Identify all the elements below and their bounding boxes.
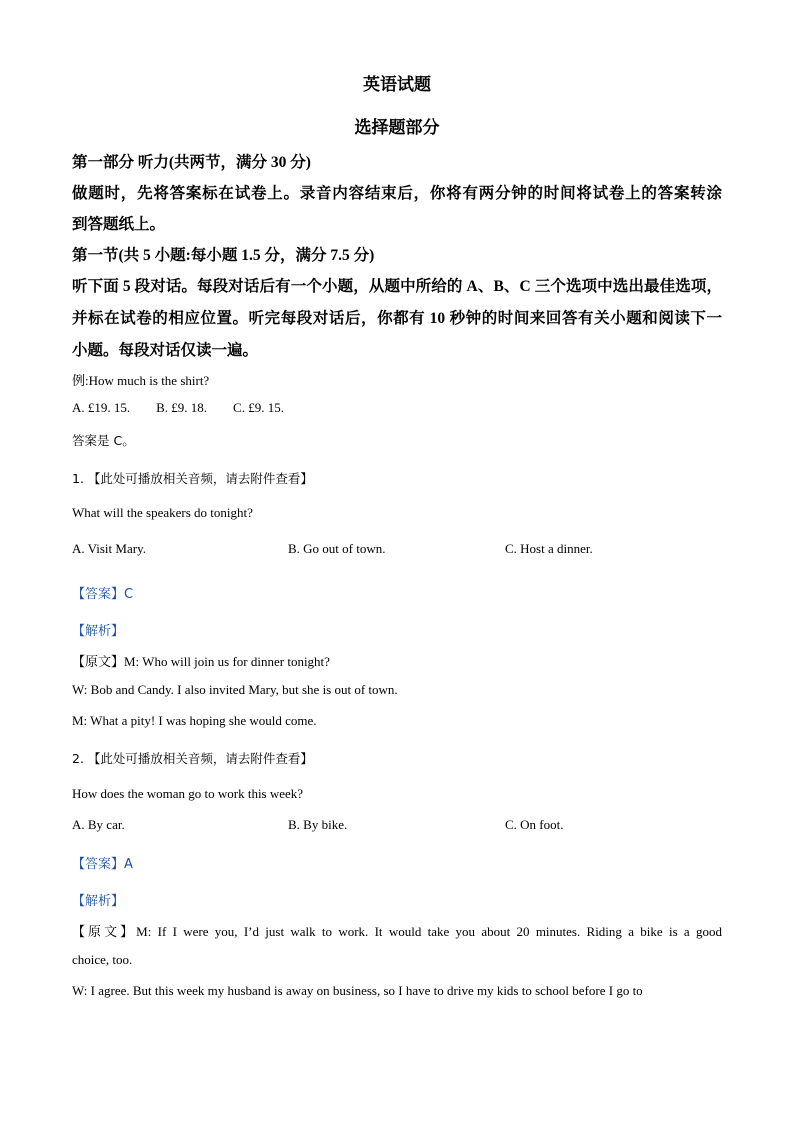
q1-transcript-line1: 【原文】M: Who will join us for dinner tonight? [72, 654, 330, 669]
q2-transcript-line3: W: I agree. But this week my husband is away on business, so I have to drive my kids to school before I go to [72, 983, 643, 998]
example-answer: 答案是 C。 [72, 433, 135, 448]
section1-heading: 第一节(共 5 小题:每小题 1.5 分，满分 7.5 分) [72, 247, 375, 264]
q1-option-a: A. Visit Mary. [72, 541, 146, 556]
example-options: A. £19. 15. B. £9. 18. C. £9. 15. [72, 400, 284, 415]
q2-option-b: B. By bike. [288, 817, 348, 832]
q2-option-c: C. On foot. [505, 817, 564, 832]
q2-answer: 【答案】A [72, 857, 133, 872]
q1-audio-note: 1. 【此处可播放相关音频，请去附件查看】 [72, 471, 313, 486]
example-question: 例:How much is the shirt? [72, 373, 210, 388]
instructions1-line1: 做题时，先将答案标在试卷上。录音内容结束后，你将有两分钟的时间将试卷上的答案转涂 [72, 185, 722, 202]
q1-transcript-line3: M: What a pity! I was hoping she would come. [72, 713, 317, 728]
q1-option-b: B. Go out of town. [288, 541, 386, 556]
part1-heading: 第一部分 听力(共两节，满分 30 分) [72, 154, 311, 171]
instructions1-line2: 到答题纸上。 [72, 216, 166, 233]
q2-audio-note: 2. 【此处可播放相关音频，请去附件查看】 [72, 751, 313, 766]
q1-analysis-label: 【解析】 [72, 624, 125, 639]
q1-option-c: C. Host a dinner. [505, 541, 593, 556]
instructions2-line2: 并标在试卷的相应位置。听完每段对话后，你都有 10 秒钟的时间来回答有关小题和阅读下一 [72, 310, 722, 327]
instructions2-line3: 小题。每段对话仅读一遍。 [72, 342, 259, 359]
q2-transcript-line2: choice, too. [72, 952, 133, 967]
page-subtitle: 选择题部分 [354, 118, 440, 137]
instructions2-line1: 听下面 5 段对话。每段对话后有一个小题，从题中所给的 A、B、C 三个选项中选出最佳选项， [72, 278, 722, 295]
q2-question: How does the woman go to work this week? [72, 786, 304, 801]
q1-answer: 【答案】C [72, 587, 134, 602]
q1-question: What will the speakers do tonight? [72, 505, 253, 520]
page-title: 英语试题 [363, 75, 431, 94]
q2-transcript-line1: 【原文】M: If I were you, I’d just walk to work. It would take you about 20 minutes. Riding a bike is a good [72, 924, 722, 939]
q2-option-a: A. By car. [72, 817, 125, 832]
q1-transcript-line2: W: Bob and Candy. I also invited Mary, but she is out of town. [72, 682, 398, 697]
q2-analysis-label: 【解析】 [72, 894, 125, 909]
